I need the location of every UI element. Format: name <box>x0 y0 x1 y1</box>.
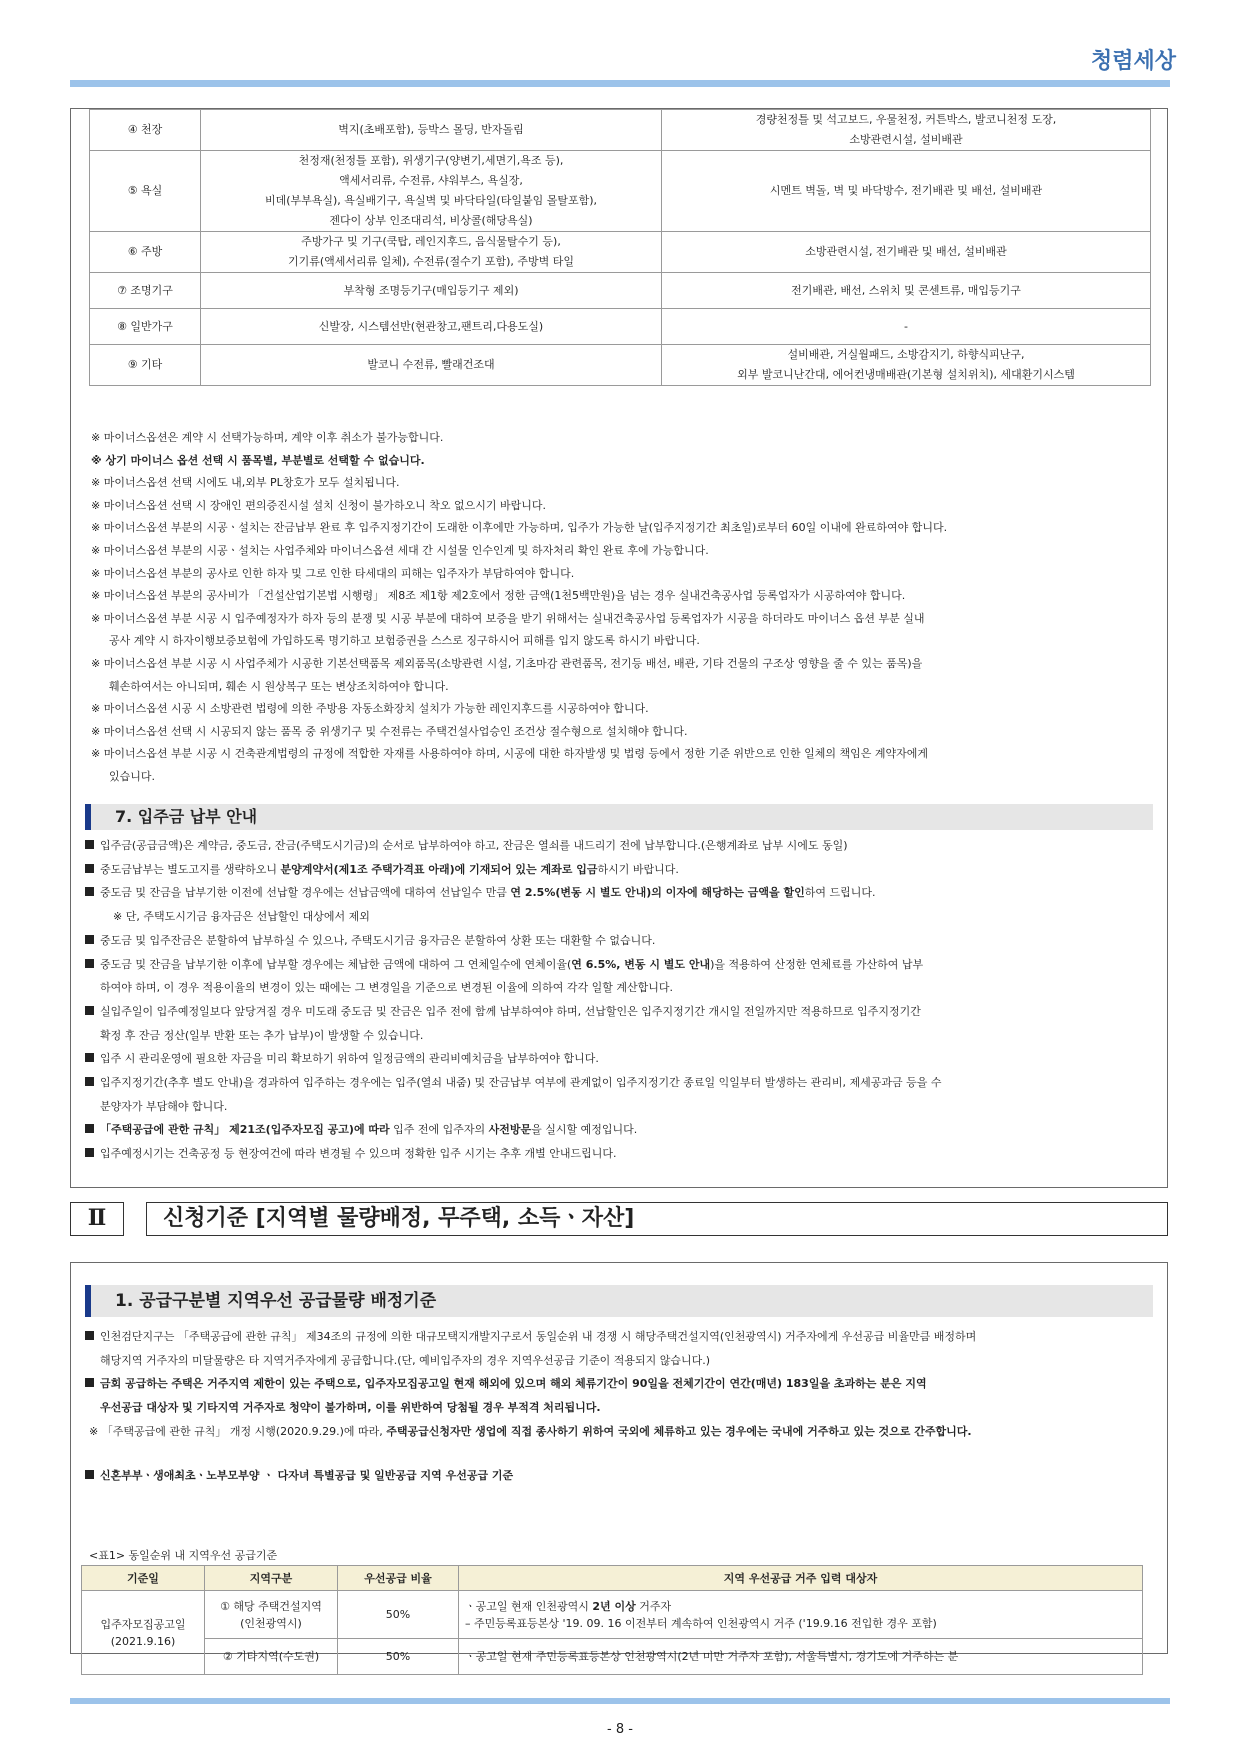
bullet-text: 연 2.5%(변동 시 별도 안내)의 이자에 해당하는 금액을 할인 <box>510 886 805 900</box>
table-caption: <표1> 동일순위 내 지역우선 공급기준 <box>89 1549 278 1562</box>
target-cell <box>459 1639 1143 1675</box>
bullet-item <box>85 1325 1155 1349</box>
bullet-text: 중도금납부는 별도고지를 생략하오니 <box>100 862 281 876</box>
basic-item-line: 경량천정틀 및 석고보드, 우물천정, 커튼박스, 발코니천정 도장, <box>755 113 1057 126</box>
page-number: - 8 - <box>607 1722 633 1737</box>
option-item-line: 주방가구 및 기구(쿡탑, 레인지후드, 음식물탈수기 등), <box>301 235 561 248</box>
top-rule <box>70 80 1170 87</box>
basic-item-line: 소방관련시설, 전기배관 및 배선, 설비배관 <box>805 245 1007 258</box>
basic-items <box>662 309 1151 345</box>
note-line: ※ 마이너스옵션 부분의 시공ㆍ설치는 사업주체와 마이너스옵션 세대 간 시설물 인수인계 및 하자처리 확인 완료 후에 가능합니다. <box>91 543 709 557</box>
bullet-text: 중도금 및 입주잔금은 분할하여 납부하실 수 있으나, 주택도시기금 융자금은 분할하여 상환 또는 대환할 수 없습니다. <box>100 933 656 947</box>
option-row <box>90 273 1151 309</box>
bullet-square-icon <box>85 1006 94 1015</box>
basic-items <box>662 273 1151 309</box>
bullet-text: 연 6.5%, 변동 시 별도 안내 <box>571 957 711 971</box>
table-row <box>82 1639 1143 1675</box>
ratio-cell: 50% <box>338 1639 459 1675</box>
table-header-cell: 기준일 <box>82 1566 205 1591</box>
table-header-cell: 지역 우선공급 거주 입력 대상자 <box>459 1566 1143 1591</box>
option-items <box>201 151 662 232</box>
bullet-text: 을 실시할 예정입니다. <box>531 1123 638 1137</box>
brand-logo: 청렴세상 <box>1090 49 1176 74</box>
base-date-label: 입주자모집공고일 <box>100 1617 186 1631</box>
note-line: 공사 계약 시 하자이행보증보험에 가입하도록 명기하고 보험증권을 스스로 징구하시어 피해를 입지 않도록 하시기 바랍니다. <box>109 634 700 648</box>
bullet-item <box>85 881 1155 905</box>
bullet-square-icon <box>85 840 94 849</box>
bullet-text: 인천검단지구는 「주택공급에 관한 규칙」 제34조의 규정에 의한 대규모택지개발지구로서 동일순위 내 경쟁 시 해당주택건설지역(인천광역시) 거주자에게 우선공급 비율만큼 배정하며 <box>100 1330 977 1343</box>
option-item-line: 벽지(초배포함), 등박스 몰딩, 반자돌림 <box>338 123 524 136</box>
note-line: ※ 마이너스옵션 부분 시공 시 건축관계법령의 규정에 적합한 자재를 사용하여야 하며, 시공에 대한 하자발생 및 법령 등에서 정한 기준 위반으로 인한 일체의 책임은 계약자에게 <box>91 747 928 761</box>
option-items <box>201 345 662 386</box>
bullet-square-icon <box>85 1053 94 1062</box>
option-items <box>201 232 662 273</box>
region-line: ② 기타지역(수도권) <box>222 1650 320 1663</box>
option-item-line: 비데(부부욕실), 욕실배기구, 욕실벽 및 바닥타일(타일붙임 몰탈포함), <box>264 194 598 207</box>
bullet-square-icon <box>85 1470 94 1479</box>
bullet-square-icon <box>85 1378 94 1387</box>
bullet-continuation: 확정 후 잔금 정산(일부 반환 또는 추가 납부)이 발생할 수 있습니다. <box>100 1028 424 1042</box>
region-cell <box>205 1639 338 1675</box>
option-category: ⑥ 주방 <box>90 232 201 273</box>
option-items <box>201 273 662 309</box>
bullet-item <box>85 953 1155 977</box>
note-line: ※ 마이너스옵션 선택 시 시공되지 않는 품목 중 위생기구 및 수전류는 주택건설사업승인 조건상 절수형으로 설치해야 합니다. <box>91 724 688 738</box>
region-line: ① 해당 주택건설지역 <box>220 1599 322 1613</box>
bullet-continuation: 해당지역 거주자의 미달물량은 타 지역거주자에게 공급합니다.(단, 예비입주자의 경우 지역우선공급 기준이 적용되지 않습니다.) <box>100 1353 711 1367</box>
option-item-line: 발코니 수전류, 빨래건조대 <box>367 358 495 371</box>
note-line: ※ 마이너스옵션 선택 시에도 내,외부 PL창호가 모두 설치됩니다. <box>91 476 400 490</box>
basic-items <box>662 151 1151 232</box>
bullet-text: 입주금(공급금액)은 계약금, 중도금, 잔금(주택도시기금)의 순서로 납부하여야 하고, 잔금은 열쇠를 내드리기 전에 납부합니다.(은행계좌로 납부 시에도 동일) <box>100 839 848 852</box>
bullet-text: 실입주일이 입주예정일보다 앞당겨질 경우 미도래 중도금 및 잔금은 입주 전에 함께 납부하여야 하며, 선납할인은 입주지정기간 개시일 전일까지만 적용하므로 입주지정기간 <box>100 1004 921 1018</box>
bullet-item <box>85 834 1155 858</box>
option-item-line: 기기류(액세서리류 일체), 수전류(절수기 포함), 주방벽 타일 <box>287 255 575 268</box>
bullet-text: 하여 드립니다. <box>804 886 876 900</box>
minus-option-table <box>89 109 1151 386</box>
basic-items <box>662 110 1151 151</box>
target-text: ㆍ공고일 현재 주민등록표등본상 인천광역시(2년 미만 거주자 포함), 서울특별시, 경기도에 거주하는 분 <box>465 1650 959 1663</box>
target-line <box>465 1648 1136 1665</box>
bullet-item <box>85 1142 1155 1166</box>
section-box-main <box>70 108 1168 1188</box>
basic-item-line: 외부 발코니난간대, 에어컨냉매배관(기본형 설치위치), 세대환기시스템 <box>737 368 1075 381</box>
bullet-item <box>85 929 1155 953</box>
option-item-line: 부착형 조명등기구(매입등기구 제외) <box>343 283 519 297</box>
target-text: 거주자 <box>635 1599 672 1613</box>
bullet-square-icon <box>85 864 94 873</box>
note-line: ※ 마이너스옵션 부분의 시공ㆍ설치는 잔금납부 완료 후 입주지정기간이 도래한 이후에만 가능하며, 입주가 가능한 날(입주지정기간 최초일)로부터 60일 이내에 완료하여야 합니다. <box>91 521 948 535</box>
basic-item-line: 시멘트 벽돌, 벽 및 바닥방수, 전기배관 및 배선, 설비배관 <box>769 184 1043 197</box>
bullet-item <box>85 1118 1155 1142</box>
basic-item-line: - <box>904 319 908 333</box>
table-header-row <box>82 1566 1143 1591</box>
chapter-title: 신청기준 [지역별 물량배정, 무주택, 소득ㆍ자산] <box>146 1202 1168 1236</box>
bullet-text: 금회 공급하는 주택은 거주지역 제한이 있는 주택으로, 입주자모집공고일 현재 해외에 있으며 해외 체류기간이 90일을 전체기간이 연간(매년) 183일을 초과하는 분은 지역 <box>100 1377 927 1391</box>
bullet-continuation: 하여야 하며, 이 경우 적용이율의 변경이 있는 때에는 그 변경일을 기준으로 변경된 이율에 의하여 각각 일할 계산합니다. <box>100 981 673 995</box>
target-text: ㆍ공고일 현재 인천광역시 <box>465 1599 593 1613</box>
bullet-item <box>85 1464 1155 1488</box>
bullet-text: 입주 시 관리운영에 필요한 자금을 미리 확보하기 위하여 일정금액의 관리비예치금을 납부하여야 합니다. <box>100 1052 599 1066</box>
basic-items <box>662 345 1151 386</box>
bullet-square-icon <box>85 935 94 944</box>
option-row <box>90 345 1151 386</box>
bullet-square-icon <box>85 1124 94 1133</box>
table-row <box>82 1591 1143 1639</box>
note-line: ※ 상기 마이너스 옵션 선택 시 품목별, 부분별로 선택할 수 없습니다. <box>91 453 425 467</box>
bullet-text: 중도금 및 잔금을 납부기한 이후에 납부할 경우에는 체납한 금액에 대하여 그 연체일수에 연체이율( <box>100 957 572 971</box>
option-category: ⑤ 욕실 <box>90 151 201 232</box>
option-category: ⑨ 기타 <box>90 345 201 386</box>
option-item-line: 액세서리류, 수전류, 샤워부스, 욕실장, <box>339 174 523 187</box>
section-7-list <box>85 834 1155 1166</box>
note-line: 있습니다. <box>109 769 156 783</box>
ratio-cell: 50% <box>338 1591 459 1639</box>
option-item-line: 신발장, 시스템선반(현관창고,팬트리,다용도실) <box>318 319 544 333</box>
bullet-text: 사전방문 <box>488 1123 532 1137</box>
bullet-square-icon <box>85 1331 94 1340</box>
note-line: ※ 마이너스옵션 부분 시공 시 입주예정자가 하자 등의 분쟁 및 시공 부분에 대하여 보증을 받기 위해서는 실내건축공사업 등록업자가 시공을 하더라도 마이너스 옵션 부분 실내 <box>91 611 925 625</box>
base-date-cell <box>82 1591 205 1675</box>
minus-option-notes <box>91 427 1151 789</box>
basic-items <box>662 232 1151 273</box>
note-line: ※ 마이너스옵션 부분의 공사비가 「건설산업기본법 시행령」 제8조 제1항 제2호에서 정한 금액(1천5백만원)을 넘는 경우 실내건축공사업 등록업자가 시공하여야 합니다. <box>91 589 906 603</box>
region-line: (인천광역시) <box>240 1616 302 1630</box>
bullet-text: 입주 전에 입주자의 <box>389 1123 489 1137</box>
bullet-item <box>85 1372 1155 1396</box>
bullet-square-icon <box>85 1148 94 1157</box>
sub-note: ※ 단, 주택도시기금 융자금은 선납할인 대상에서 제외 <box>113 910 370 924</box>
bullet-item <box>85 1047 1155 1071</box>
option-item-line: 천정재(천정틀 포함), 위생기구(양변기,세면기,욕조 등), <box>298 154 564 167</box>
note-line: ※ 마이너스옵션 부분 시공 시 사업주체가 시공한 기본선택품목 제외품목(소방관련 시설, 기초마감 관련품목, 전기등 배선, 배관, 기타 건물의 구조상 영향을 줄 수 있는 품목)을 <box>91 656 923 670</box>
bullet-item <box>85 858 1155 882</box>
chapter-number: Ⅱ <box>70 1202 124 1236</box>
option-row <box>90 232 1151 273</box>
section-7-title: 7. 입주금 납부 안내 <box>85 804 1153 830</box>
note-line: ※ 마이너스옵션 부분의 공사로 인한 하자 및 그로 인한 타세대의 피해는 입주자가 부담하여야 합니다. <box>91 566 575 580</box>
bullet-text: )을 적용하여 산정한 연체료를 가산하여 납부 <box>710 957 924 971</box>
basic-item-line: 설비배관, 거실월패드, 소방감지기, 하향식피난구, <box>787 348 1025 361</box>
region-cell <box>205 1591 338 1639</box>
bullet-continuation: 우선공급 대상자 및 기타지역 거주자로 청약이 불가하며, 이를 위반하여 당첨될 경우 부적격 처리됩니다. <box>100 1401 601 1415</box>
base-date-value: (2021.9.16) <box>110 1634 176 1648</box>
note-line: ※ 마이너스옵션 시공 시 소방관련 법령에 의한 주방용 자동소화장치 설치가 가능한 레인지후드를 시공하여야 합니다. <box>91 702 649 716</box>
bullet-item <box>85 1071 1155 1095</box>
section-1-title: 1. 공급구분별 지역우선 공급물량 배정기준 <box>85 1285 1153 1317</box>
target-line <box>465 1598 1136 1615</box>
note-line: 훼손하여서는 아니되며, 훼손 시 원상복구 또는 변상조치하여야 합니다. <box>109 679 449 693</box>
bullet-square-icon <box>85 959 94 968</box>
bullet-text: 분양계약서(제1조 주택가격표 아래)에 기재되어 있는 계좌로 입금 <box>280 862 598 876</box>
option-category: ④ 천장 <box>90 110 201 151</box>
regional-priority-table <box>81 1565 1143 1675</box>
bullet-text: 입주지정기간(추후 별도 안내)을 경과하여 입주하는 경우에는 입주(열쇠 내줌) 및 잔금납부 여부에 관계없이 입주지정기간 종료일 익일부터 발생하는 관리비, 제세공과금 등을 수 <box>100 1076 942 1090</box>
option-row <box>90 309 1151 345</box>
target-text-bold: 2년 이상 <box>592 1599 636 1613</box>
bullet-text: 주택공급신청자만 생업에 직접 종사하기 위하여 국외에 체류하고 있는 경우에는 국내에 거주하고 있는 것으로 간주합니다. <box>386 1424 972 1438</box>
bullet-text: 「주택공급에 관한 규칙」 제21조(입주자모집 공고)에 따라 <box>100 1123 390 1137</box>
bullet-text: 신혼부부ㆍ생애최초ㆍ노부모부양 ㆍ 다자녀 특별공급 및 일반공급 지역 우선공급 기준 <box>100 1468 514 1482</box>
target-line: – 주민등록표등본상 '19. 09. 16 이전부터 계속하여 인천광역시 거주 ('19.9.16 전입한 경우 포함) <box>465 1616 937 1630</box>
bullet-text: 하시기 바랍니다. <box>597 862 679 876</box>
bottom-rule <box>70 1698 1170 1704</box>
bullet-continuation: 분양자가 부담해야 합니다. <box>100 1099 228 1113</box>
table-header-cell: 우선공급 비율 <box>338 1566 459 1591</box>
option-row <box>90 110 1151 151</box>
spacer <box>85 1444 1155 1464</box>
bullet-text: ※ 「주택공급에 관한 규칙」 개정 시행(2020.9.29.)에 따라, <box>89 1424 387 1438</box>
option-row <box>90 151 1151 232</box>
note-line: ※ 마이너스옵션 선택 시 장애인 편의증진시설 설치 신청이 불가하오니 착오 없으시기 바랍니다. <box>91 498 546 512</box>
option-items <box>201 309 662 345</box>
section-1-list <box>85 1325 1155 1487</box>
note-line: ※ 마이너스옵션은 계약 시 선택가능하며, 계약 이후 취소가 불가능합니다. <box>91 431 444 444</box>
option-item-line: 젠다이 상부 인조대리석, 비상콜(해당욕실) <box>329 214 533 227</box>
target-cell <box>459 1591 1143 1639</box>
table-header-cell: 지역구분 <box>205 1566 338 1591</box>
basic-item-line: 전기배관, 배선, 스위치 및 콘센트류, 매입등기구 <box>791 283 1021 297</box>
option-items <box>201 110 662 151</box>
bullet-square-icon <box>85 887 94 896</box>
bullet-text: 입주예정시기는 건축공정 등 현장여건에 따라 변경될 수 있으며 정확한 입주 시기는 추후 개별 안내드립니다. <box>100 1147 617 1161</box>
option-category: ⑧ 일반가구 <box>90 309 201 345</box>
section-box-supply <box>70 1262 1168 1663</box>
option-category: ⑦ 조명기구 <box>90 273 201 309</box>
bullet-square-icon <box>85 1077 94 1086</box>
bullet-item <box>85 1000 1155 1024</box>
note-line <box>85 1420 1155 1444</box>
basic-item-line: 소방관련시설, 설비배관 <box>849 133 963 146</box>
bullet-text: 중도금 및 잔금을 납부기한 이전에 선납할 경우에는 선납금액에 대하여 선납일수 만큼 <box>100 886 511 900</box>
